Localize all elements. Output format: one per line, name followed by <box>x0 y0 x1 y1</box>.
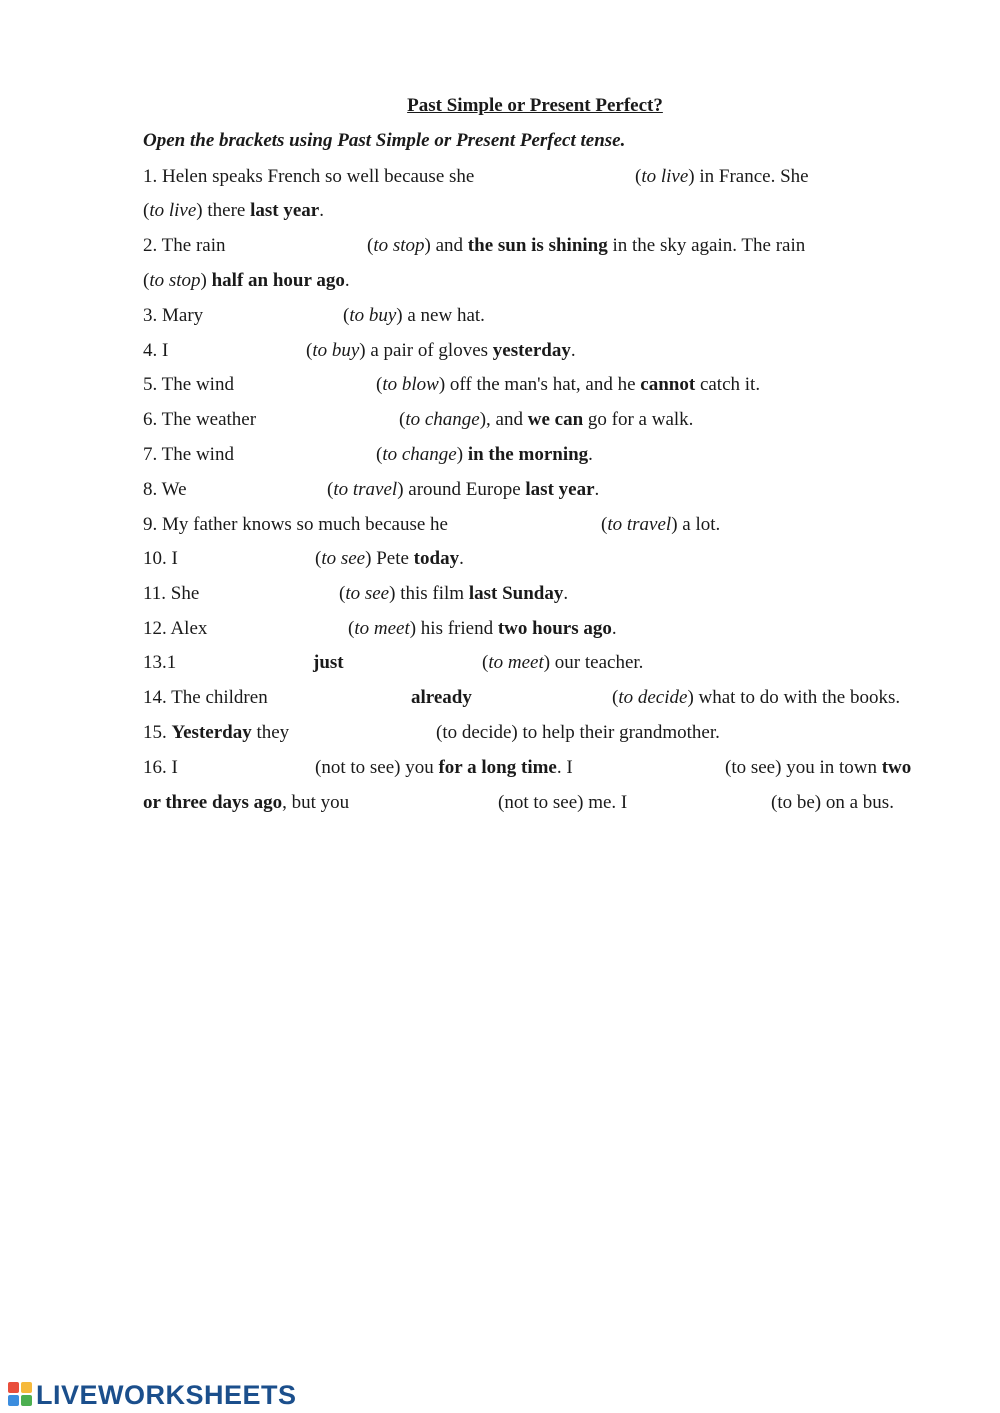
exercise-line: or three days ago, but you (not to see) me. I (to be) on a bus. <box>143 792 894 813</box>
exercise-line: 7. The wind (to change) in the morning. <box>143 444 593 465</box>
exercise-line: 6. The weather (to change), and we can go for a walk. <box>143 409 694 430</box>
exercise-line: (to stop) half an hour ago. <box>143 270 350 291</box>
exercise-line: 14. The children already (to decide) what to do with the books. <box>143 687 901 708</box>
exercise-line: 8. We (to travel) around Europe last year. <box>143 479 600 500</box>
worksheet-title: Past Simple or Present Perfect? <box>407 95 663 116</box>
exercise-line: 10. I (to see) Pete today. <box>143 548 464 569</box>
exercise-line: 13.1 just (to meet) our teacher. <box>143 652 644 673</box>
exercise-line: 2. The rain (to stop) and the sun is shining in the sky again. The rain <box>143 235 806 256</box>
exercise-line: 4. I (to buy) a pair of gloves yesterday. <box>143 340 576 361</box>
exercise-line: (to live) there last year. <box>143 200 324 221</box>
exercise-line: 16. I (not to see) you for a long time. I (to see) you in town two <box>143 757 912 778</box>
exercise-line: 9. My father knows so much because he (to travel) a lot. <box>143 514 721 535</box>
exercise-line: 3. Mary (to buy) a new hat. <box>143 305 485 326</box>
liveworksheets-logo <box>8 1380 297 1410</box>
instructions: Open the brackets using Past Simple or Present Perfect tense. <box>143 130 626 151</box>
exercise-line: 11. She (to see) this film last Sunday. <box>143 583 569 604</box>
exercise-line: 1. Helen speaks French so well because she (to live) in France. She <box>143 166 809 187</box>
exercise-line: 12. Alex (to meet) his friend two hours ago. <box>143 618 617 639</box>
exercise-line: 15. Yesterday they (to decide) to help their grandmother. <box>143 722 720 743</box>
exercise-line: 5. The wind (to blow) off the man's hat, and he cannot catch it. <box>143 374 761 395</box>
logo-blocks-icon <box>8 1382 34 1408</box>
logo-text: LIVEWORKSHEETS <box>36 1379 297 1410</box>
